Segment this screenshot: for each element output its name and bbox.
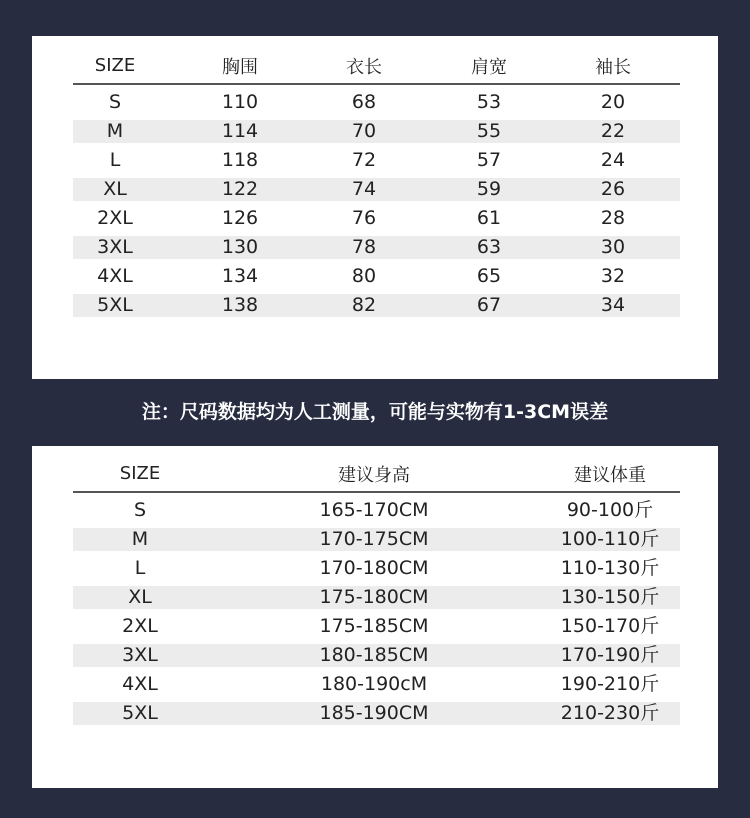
cell-size: 2XL [97,207,133,229]
cell-length: 80 [351,265,377,287]
cell-size: S [108,91,122,113]
cell-length: 70 [351,120,377,142]
cell-chest: 134 [221,265,259,287]
cell-shoulder: 59 [476,178,502,200]
table-row [73,702,680,725]
cell-weight: 100-110斤 [560,528,660,550]
cell-size: 3XL [97,236,133,258]
cell-height: 170-175CM [319,528,429,550]
cell-shoulder: 67 [476,294,502,316]
cell-length: 72 [351,149,377,171]
cell-size: 5XL [97,294,133,316]
cell-chest: 126 [221,207,259,229]
table-row [73,528,680,551]
header-shoulder: 肩宽 [471,56,507,78]
cell-height: 185-190CM [319,702,429,724]
cell-height: 180-185CM [319,644,429,666]
cell-chest: 114 [221,120,259,142]
table-row [73,615,680,638]
table-row [73,178,680,201]
size-recommendation-table [73,456,680,731]
size-measurement-panel [32,36,718,379]
cell-size: 2XL [122,615,158,637]
cell-length: 82 [351,294,377,316]
size-measurement-table [73,48,680,323]
table-row [73,91,680,114]
cell-shoulder: 57 [476,149,502,171]
cell-weight: 130-150斤 [560,586,660,608]
table-row [73,265,680,288]
table-row [73,236,680,259]
cell-size: 4XL [97,265,133,287]
cell-weight: 150-170斤 [560,615,660,637]
table-header-row [73,456,680,493]
cell-size: L [134,557,146,579]
cell-size: XL [128,586,152,608]
cell-size: M [131,528,149,550]
cell-sleeve: 22 [600,120,626,142]
header-weight: 建议体重 [574,464,646,486]
cell-weight: 90-100斤 [566,499,654,521]
cell-chest: 110 [221,91,259,113]
header-length: 衣长 [346,56,382,78]
cell-size: L [109,149,121,171]
cell-length: 74 [351,178,377,200]
cell-height: 175-180CM [319,586,429,608]
cell-sleeve: 34 [600,294,626,316]
cell-weight: 210-230斤 [560,702,660,724]
cell-size: M [106,120,124,142]
table-row [73,120,680,143]
cell-sleeve: 24 [600,149,626,171]
cell-size: 4XL [122,673,158,695]
cell-shoulder: 65 [476,265,502,287]
cell-weight: 170-190斤 [560,644,660,666]
cell-shoulder: 55 [476,120,502,142]
table-header-row [73,48,680,85]
cell-chest: 138 [221,294,259,316]
table-row [73,586,680,609]
header-chest: 胸围 [222,56,258,78]
cell-shoulder: 63 [476,236,502,258]
measurement-note: 注：尺码数据均为人工测量，可能与实物有1-3CM误差 [141,401,609,423]
cell-sleeve: 20 [600,91,626,113]
cell-chest: 122 [221,178,259,200]
table-row [73,149,680,172]
cell-height: 170-180CM [319,557,429,579]
cell-size: 3XL [122,644,158,666]
table-row [73,294,680,317]
header-size: SIZE [119,463,161,484]
cell-size: S [133,499,147,521]
cell-height: 180-190cM [320,673,428,695]
cell-height: 175-185CM [319,615,429,637]
table-row [73,673,680,696]
header-size: SIZE [94,55,136,76]
cell-weight: 190-210斤 [560,673,660,695]
table-row [73,557,680,580]
cell-chest: 118 [221,149,259,171]
cell-chest: 130 [221,236,259,258]
cell-sleeve: 32 [600,265,626,287]
cell-sleeve: 26 [600,178,626,200]
header-height: 建议身高 [338,464,410,486]
cell-sleeve: 28 [600,207,626,229]
cell-size: 5XL [122,702,158,724]
cell-length: 76 [351,207,377,229]
header-sleeve: 袖长 [595,56,631,78]
cell-shoulder: 53 [476,91,502,113]
table-row [73,644,680,667]
cell-shoulder: 61 [476,207,502,229]
cell-length: 68 [351,91,377,113]
cell-size: XL [103,178,127,200]
cell-weight: 110-130斤 [560,557,660,579]
cell-sleeve: 30 [600,236,626,258]
size-recommendation-panel [32,446,718,788]
table-row [73,207,680,230]
cell-length: 78 [351,236,377,258]
table-row [73,499,680,522]
cell-height: 165-170CM [319,499,429,521]
